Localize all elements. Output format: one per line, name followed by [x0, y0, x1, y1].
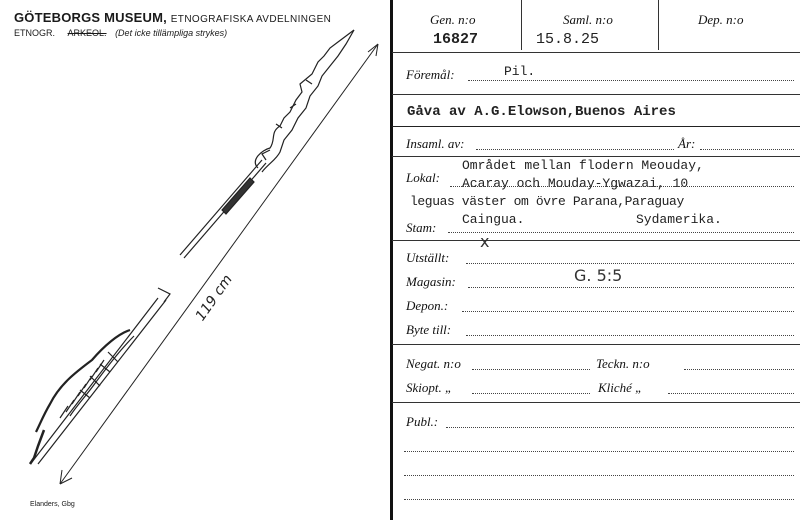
saml-dep-divider — [658, 0, 659, 50]
strike-note: (Det icke tillämpliga strykes) — [115, 28, 228, 38]
foremal-divider — [392, 94, 800, 95]
lokal-line-3: leguas väster om övre Parana,Paraguay — [410, 194, 684, 209]
stam-label: Stam: — [406, 220, 437, 235]
teckn-line — [684, 369, 794, 370]
magasin-label: Magasin: — [406, 274, 456, 289]
foremal-line — [468, 80, 794, 81]
utstallt-label: Utställt: — [406, 250, 450, 265]
card-left-border — [390, 0, 393, 520]
header-divider — [392, 52, 800, 53]
dept-etnogr: ETNOGR. — [14, 28, 56, 38]
lokal-dotline — [450, 186, 794, 187]
dep-no-label: Dep. n:o — [698, 12, 744, 27]
skiopt-divider — [392, 402, 800, 403]
arrow-drawing — [0, 0, 385, 520]
saml-no-value: 15.8.25 — [536, 31, 600, 48]
stam-line — [448, 232, 794, 233]
dept-arkeol-struck: ARKEOL. — [67, 28, 107, 38]
region-value: Sydamerika. — [636, 212, 722, 227]
gift-line: Gåva av A.G.Elowson,Buenos Aires — [407, 104, 676, 120]
gen-saml-divider — [521, 0, 522, 50]
negat-label: Negat. n:o — [406, 356, 461, 371]
teckn-label: Teckn. n:o — [596, 356, 650, 371]
depon-line — [462, 311, 794, 312]
insaml-label: Insaml. av: — [406, 136, 465, 151]
lokal-label: Lokal: — [406, 170, 440, 185]
magasin-line — [468, 287, 794, 288]
stam-divider — [392, 240, 800, 241]
upper-arrow-sketch — [180, 30, 354, 258]
insaml-line — [476, 149, 674, 150]
kliche-label: Kliché „ — [598, 380, 643, 395]
publ-line-4 — [404, 499, 794, 500]
stam-value: Caingua. — [462, 212, 525, 227]
gen-no-value: 16827 — [433, 31, 479, 48]
kliche-line — [668, 393, 794, 394]
gen-no-label: Gen. n:o — [430, 12, 476, 27]
magasin-value: G. 5:5 — [574, 266, 623, 285]
publ-label: Publ.: — [406, 414, 439, 429]
lower-arrow-sketch — [30, 288, 170, 464]
skiopt-label: Skiopt. „ — [406, 380, 453, 395]
museum-name: GÖTEBORGS MUSEUM, — [14, 10, 167, 25]
publ-line-1 — [446, 427, 794, 428]
ar-label: År: — [678, 136, 696, 151]
depon-label: Depon.: — [406, 298, 449, 313]
byte-divider — [392, 344, 800, 345]
insaml-divider — [392, 156, 800, 157]
foremal-value: Pil. — [504, 64, 536, 79]
byte-label: Byte till: — [406, 322, 452, 337]
negat-line — [472, 369, 590, 370]
lokal-line-2: Acaray och Mouday-Ygwazai, 10 — [462, 176, 689, 191]
arrow-length-label: 119 cm — [192, 271, 236, 325]
foremal-label: Föremål: — [406, 67, 455, 82]
saml-no-label: Saml. n:o — [563, 12, 613, 27]
gift-underline — [392, 126, 800, 127]
utstallt-mark: x — [480, 232, 490, 251]
department-name: ETNOGRAFISKA AVDELNINGEN — [170, 14, 332, 25]
utstallt-line — [466, 263, 794, 264]
lokal-line-1: Området mellan flodern Meouday, — [462, 158, 704, 173]
measurement-line — [60, 44, 378, 484]
byte-line — [466, 335, 794, 336]
publ-line-3 — [404, 475, 794, 476]
skiopt-line — [472, 393, 590, 394]
ar-line — [700, 149, 794, 150]
printer-credit: Elanders, Gbg — [30, 501, 75, 508]
publ-line-2 — [404, 451, 794, 452]
